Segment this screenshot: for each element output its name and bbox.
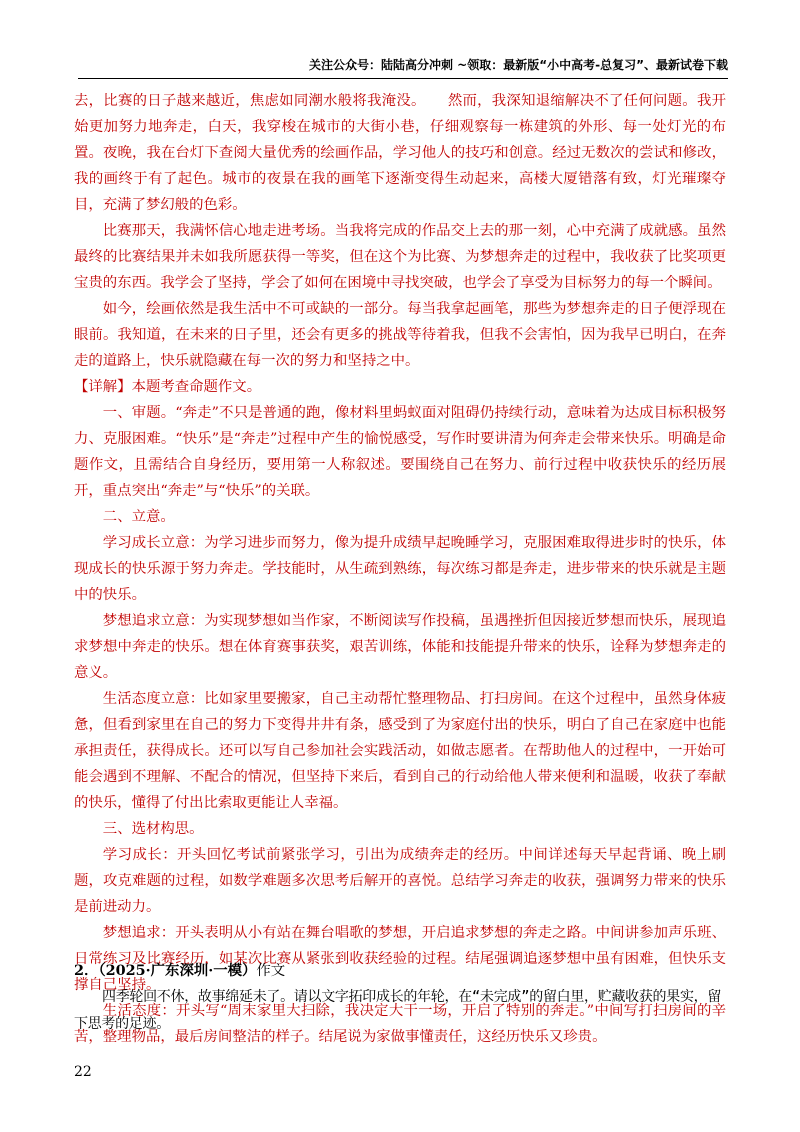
paragraph-1: 比赛那天，我满怀信心地走进考场。当我将完成的作品交上去的那一刻，心中充满了成就感。虽然最终的比赛结果并未如我所愿获得一等奖，但在这个为比赛、为梦想奔走的过程中，我收获了比奖项更宝贵的东西。我学会了坚持，学会了如何在困境中寻找突破，也学会了享受为目标努力的每一个瞬间。 bbox=[74, 223, 726, 291]
paragraph-11: 梦想追求：开头表明从小有站在舞台唱歌的梦想，开启追求梦想的奔走之路。中间讲参加声乐班、日常练习及比赛经历，如某次比赛从紧张到收获经验的过程。结尾强调追逐梦想中虽有困难，但快乐支撑自己坚持。 bbox=[74, 925, 726, 993]
question-body: 四季轮回不休，故事绵延未了。请以文字拓印成长的年轮，在“未完成”的留白里，贮藏收获的果实，留下思考的足迹。 bbox=[74, 989, 722, 1032]
paragraph-10: 学习成长：开头回忆考试前紧张学习，引出为成绩奔走的经历。中间详述每天早起背诵、晚上刷题，攻克难题的过程，如数学难题多次思考后解开的喜悦。总结学习奔走的收获，强调努力带来的快乐是前进动力。 bbox=[74, 847, 726, 915]
paragraph-8: 生活态度立意：比如家里要搬家，自己主动帮忙整理物品、打扫房间。在这个过程中，虽然身体疲惫，但看到家里在自己的努力下变得井井有条，感受到了为家庭付出的快乐，明白了自己在家庭中也能承担责任，获得成长。还可以写自己参加社会实践活动，如做志愿者。在帮助他人的过程中，一开始可能会遇到不理解、不配合的情况，但坚持下来后，看到自己的行动给他人带来便利和温暖，收获了奉献的快乐，懂得了付出比索取更能让人幸福。 bbox=[74, 691, 726, 811]
question-header bbox=[74, 958, 734, 984]
section-heading-xuancai: 三、选材构思。 bbox=[102, 821, 204, 837]
question-2 bbox=[74, 958, 734, 1038]
paragraph-7: 梦想追求立意：为实现梦想如当作家，不断阅读写作投稿，虽遇挫折但因接近梦想而快乐，展现追求梦想中奔走的快乐。想在体育赛事获奖，艰苦训练，体能和技能提升带来的快乐，诠释为梦想奔走的意义。 bbox=[74, 613, 726, 681]
paragraph-2: 如今，绘画依然是我生活中不可或缺的一部分。每当我拿起画笔，那些为梦想奔走的日子便浮现在眼前。我知道，在未来的日子里，还会有更多的挑战等待着我，但我不会害怕，因为我早已明白，在奔走的道路上，快乐就隐藏在每一次的努力和坚持之中。 bbox=[74, 301, 726, 369]
paragraph-12: 生活态度：开头写“周末家里大扫除，我决定大干一场，开启了特别的奔走。”中间写打扫房间的辛苦，整理物品，最后房间整洁的样子。结尾说为家做事懂责任，这经历快乐又珍贵。 bbox=[74, 1003, 726, 1045]
section-heading-liyi: 二、立意。 bbox=[102, 509, 175, 525]
paragraph-4: 一、审题。“奔走”不只是普通的跑，像材料里蚂蚁面对阻碍仍持续行动，意味着为达成目标积极努力、克服困难。“快乐”是“奔走”过程中产生的愉悦感受，写作时要讲清为何奔走会带来快乐。明确是命题作文，且需结合自身经历，要用第一人称叙述。要围绕自己在努力、前行过程中收获快乐的经历展开，重点突出“奔走”与“快乐”的关联。 bbox=[74, 405, 726, 499]
detail-heading: 【详解】本题考查命题作文。 bbox=[74, 379, 262, 395]
paragraph-6: 学习成长立意：为学习进步而努力，像为提升成绩早起晚睡学习，克服困难取得进步时的快乐，体现成长的快乐源于努力奔走。学技能时，从生疏到熟练，每次练习都是奔走，进步带来的快乐就是主题中的快乐。 bbox=[74, 535, 726, 603]
page-header bbox=[78, 52, 728, 79]
header-text: 关注公众号：陆陆高分冲刺 ~领取：最新版“小中高考-总复习”、最新试卷下载 bbox=[309, 58, 728, 72]
paragraph-0: 去，比赛的日子越来越近，焦虑如同潮水般将我淹没。 然而，我深知退缩解决不了任何问题。我开始更加努力地奔走，白天，我穿梭在城市的大街小巷，仔细观察每一栋建筑的外形、每一处灯光的布置。夜晚，我在台灯下查阅大量优秀的绘画作品，学习他人的技巧和创意。经过无数次的尝试和修改，我的画终于有了起色。城市的夜景在我的画笔下逐渐变得生动起来，高楼大厦错落有致，灯光璀璨夺目，充满了梦幻般的色彩。 bbox=[74, 93, 726, 213]
answer-content bbox=[74, 88, 726, 1050]
question-type: 作文 bbox=[256, 963, 286, 979]
page-number: 22 bbox=[74, 1064, 92, 1080]
question-source: （2025·广东深圳·一模） bbox=[98, 962, 257, 979]
question-number: 2． bbox=[74, 962, 99, 979]
